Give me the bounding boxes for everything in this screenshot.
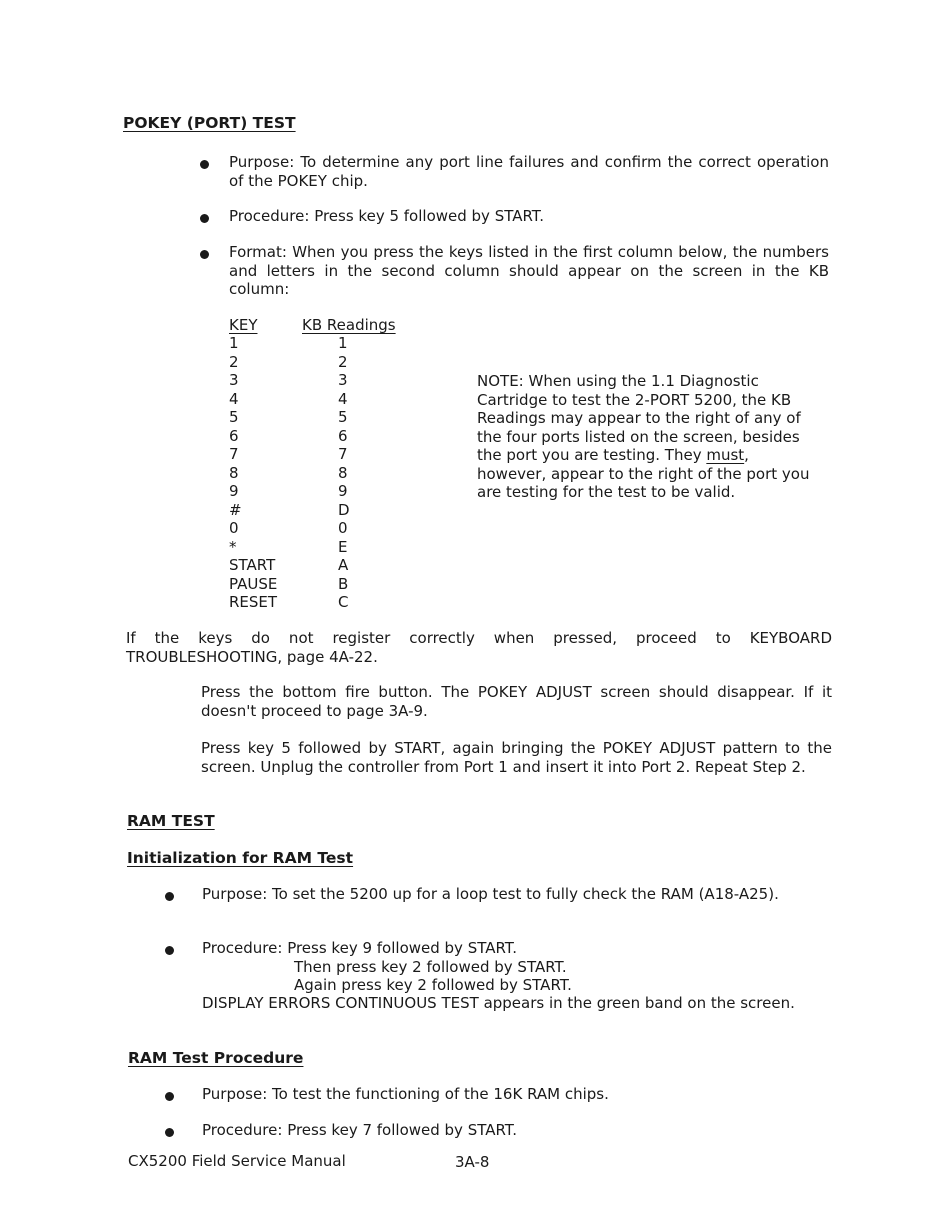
bullet-icon (200, 160, 209, 169)
pokey-purpose: Purpose: To determine any port line failures and confirm the correct operation of the POKEY chip. (229, 153, 829, 190)
ram-proc-purpose: Purpose: To test the functioning of the 16K RAM chips. (202, 1085, 609, 1103)
key-cell: 1 (229, 334, 239, 352)
bullet-icon (200, 250, 209, 259)
repeat-step: Press key 5 followed by START, again bringing the POKEY ADJUST pattern to the screen. Unplug the controller from Port 1 and insert it into Port 2. Repeat Step 2. (201, 739, 832, 776)
bullet-icon (200, 214, 209, 223)
key-cell: 6 (229, 426, 239, 445)
ram-proc-heading: RAM Test Procedure (128, 1049, 304, 1067)
ram-heading: RAM TEST (127, 812, 215, 830)
kb-reading-cell: 4 (338, 389, 348, 408)
key-cell: # (229, 500, 242, 519)
footer-page-number: 3A-8 (455, 1153, 490, 1171)
troubleshoot-paragraph: If the keys do not register correctly when pressed, proceed to KEYBOARD TROUBLESHOOTING, page 4A-22. (126, 629, 832, 666)
kb-reading-cell: 1 (338, 334, 348, 352)
key-cell: 9 (229, 482, 239, 500)
key-cell: 8 (229, 463, 239, 482)
ram-init-heading: Initialization for RAM Test (127, 849, 354, 867)
kb-reading-cell: C (338, 593, 349, 611)
kb-reading-cell: B (338, 574, 349, 593)
bullet-icon (165, 892, 174, 901)
ram-init-procedure-1: Procedure: Press key 9 followed by START. (202, 939, 517, 957)
kb-reading-cell: 6 (338, 426, 348, 445)
bullet-icon (165, 1128, 174, 1137)
ram-proc-procedure: Procedure: Press key 7 followed by START. (202, 1121, 517, 1139)
bullet-icon (165, 1092, 174, 1101)
note-paragraph (477, 372, 822, 502)
kb-reading-cell: D (338, 500, 350, 519)
kb-reading-cell: 5 (338, 408, 348, 426)
pokey-heading: POKEY (PORT) TEST (123, 114, 296, 132)
key-cell: PAUSE (229, 574, 278, 593)
kb-reading-cell: 8 (338, 463, 348, 482)
key-cell: 0 (229, 519, 239, 537)
kb-reading-cell: 3 (338, 371, 348, 389)
fire-button-step: Press the bottom fire button. The POKEY ADJUST screen should disappear. If it doesn't proceed to page 3A-9. (201, 683, 832, 720)
kb-readings-column (338, 334, 350, 612)
kb-reading-cell: 7 (338, 445, 348, 463)
key-cell: 3 (229, 371, 239, 389)
kb-reading-cell: 9 (338, 482, 348, 500)
key-cell: START (229, 556, 276, 574)
ram-init-display: DISPLAY ERRORS CONTINUOUS TEST appears in the green band on the screen. (202, 994, 795, 1012)
pokey-procedure: Procedure: Press key 5 followed by START. (229, 207, 544, 225)
key-cell: RESET (229, 593, 278, 611)
note-text-end: , however, appear to the right of the port you are testing for the test to be valid. (477, 446, 810, 501)
ram-init-procedure-2: Then press key 2 followed by START. (294, 958, 567, 976)
ram-init-procedure-3: Again press key 2 followed by START. (294, 976, 572, 994)
kb-reading-cell: 2 (338, 352, 348, 371)
key-column (229, 334, 277, 612)
key-cell: 4 (229, 389, 239, 408)
key-cell: 7 (229, 445, 239, 463)
key-cell: * (229, 537, 237, 556)
pokey-format: Format: When you press the keys listed in the first column below, the numbers and letters in the second column should appear on the screen in the KB column: (229, 243, 829, 298)
key-cell: 5 (229, 408, 239, 426)
kb-reading-cell: E (338, 537, 348, 556)
kb-reading-cell: A (338, 556, 349, 574)
footer-manual-title: CX5200 Field Service Manual (128, 1152, 346, 1170)
key-column-header: KEY (229, 316, 258, 334)
note-must: must (706, 446, 745, 464)
kb-reading-cell: 0 (338, 519, 348, 537)
kb-readings-header: KB Readings (302, 316, 396, 334)
key-cell: 2 (229, 352, 239, 371)
note-text-start: NOTE: When using the 1.1 Diagnostic Cartridge to test the 2-PORT 5200, the KB Readings may appear to the right of any of the four ports listed on the screen, besides the port you are testing. They (477, 372, 801, 464)
ram-init-purpose: Purpose: To set the 5200 up for a loop test to fully check the RAM (A18-A25). (202, 885, 779, 903)
bullet-icon (165, 946, 174, 955)
